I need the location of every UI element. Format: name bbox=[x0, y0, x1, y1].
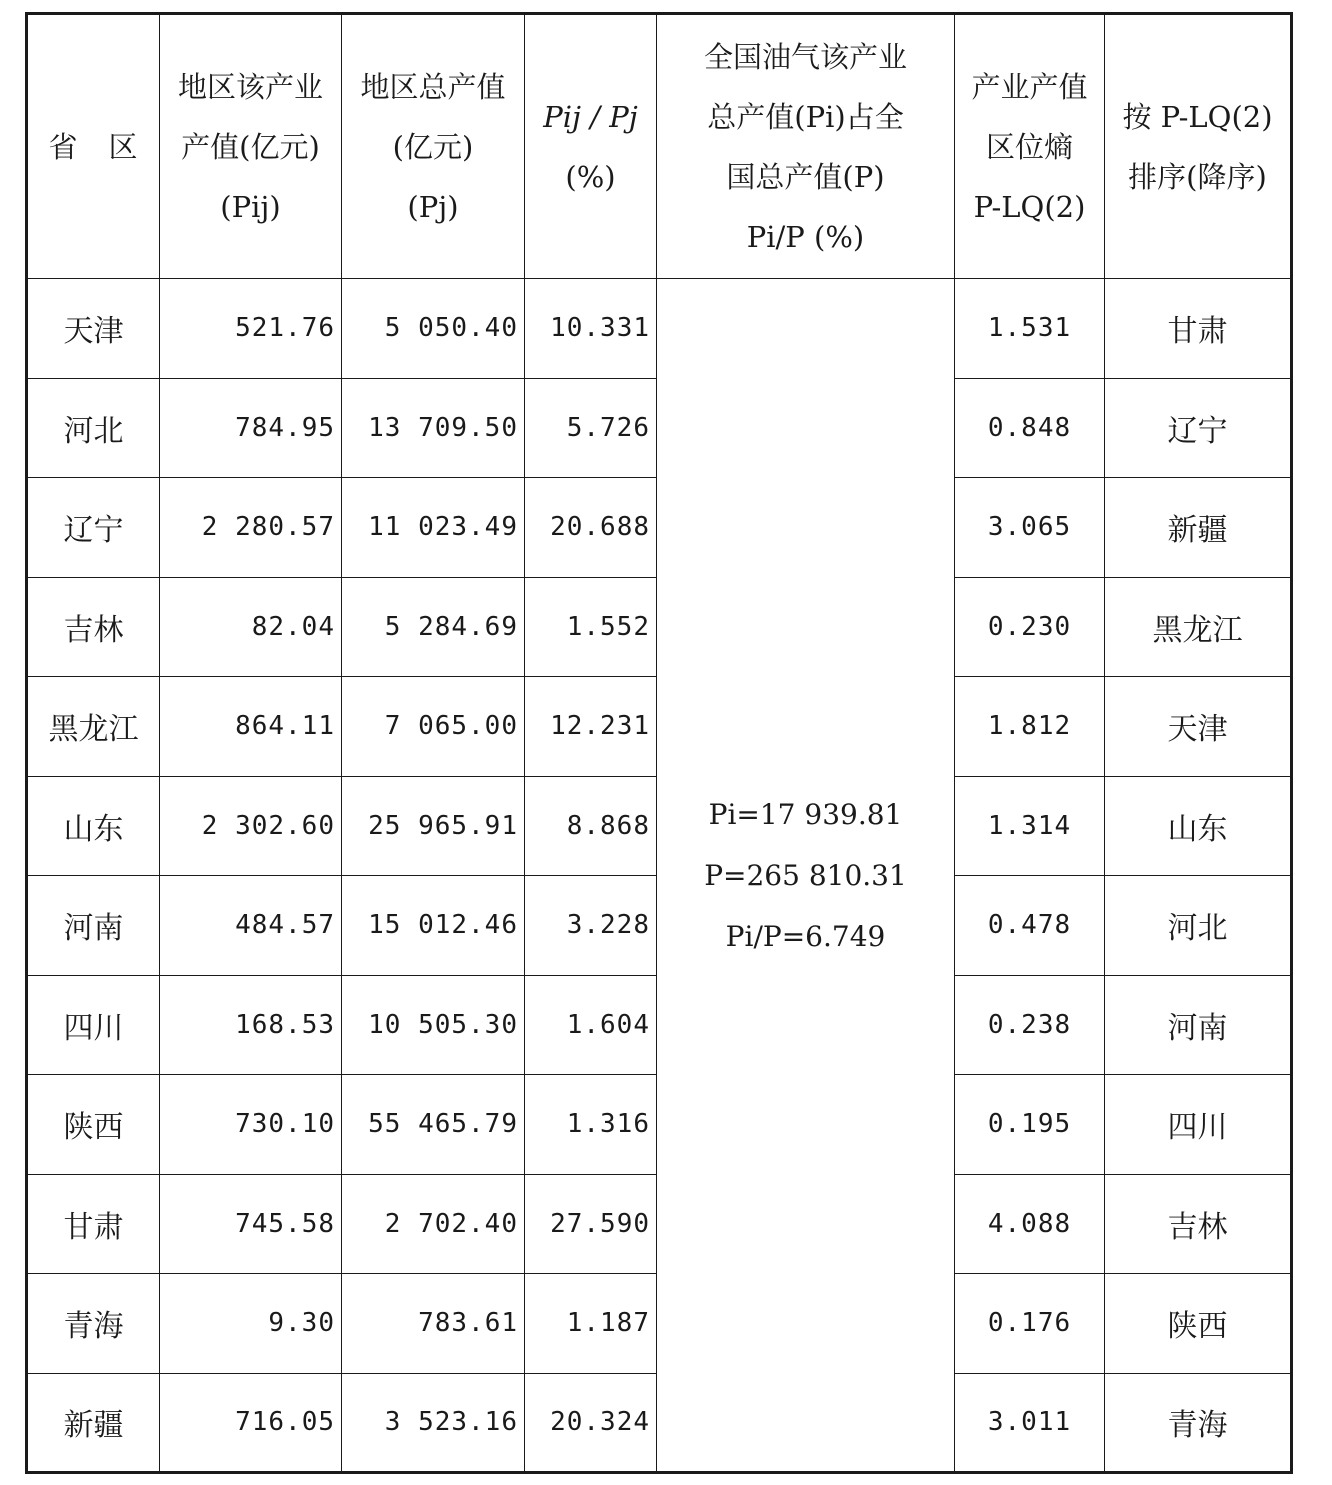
province-cell: 青海 bbox=[27, 1274, 160, 1374]
province-cell: 河南 bbox=[27, 876, 160, 976]
regional-output-cell: 2 280.57 bbox=[160, 478, 342, 578]
lq-cell: 0.176 bbox=[955, 1274, 1105, 1374]
header-lq: 产业产值 区位熵 P-LQ(2) bbox=[955, 14, 1105, 279]
regional-total-cell: 3 523.16 bbox=[342, 1373, 525, 1473]
regional-total-cell: 783.61 bbox=[342, 1274, 525, 1374]
regional-total-cell: 15 012.46 bbox=[342, 876, 525, 976]
province-cell: 天津 bbox=[27, 279, 160, 379]
rank-cell: 黑龙江 bbox=[1105, 577, 1292, 677]
regional-total-cell: 11 023.49 bbox=[342, 478, 525, 578]
rank-cell: 河南 bbox=[1105, 975, 1292, 1075]
regional-total-cell: 25 965.91 bbox=[342, 776, 525, 876]
province-cell: 四川 bbox=[27, 975, 160, 1075]
ratio-cell: 8.868 bbox=[525, 776, 657, 876]
rank-cell: 四川 bbox=[1105, 1075, 1292, 1175]
header-rank: 按 P-LQ(2) 排序(降序) bbox=[1105, 14, 1292, 279]
rank-cell: 青海 bbox=[1105, 1373, 1292, 1473]
province-cell: 陕西 bbox=[27, 1075, 160, 1175]
regional-output-cell: 82.04 bbox=[160, 577, 342, 677]
ratio-cell: 1.552 bbox=[525, 577, 657, 677]
rank-cell: 陕西 bbox=[1105, 1274, 1292, 1374]
ratio-cell: 20.324 bbox=[525, 1373, 657, 1473]
regional-output-cell: 484.57 bbox=[160, 876, 342, 976]
lq-cell: 4.088 bbox=[955, 1174, 1105, 1274]
header-province: 省 区 bbox=[27, 14, 160, 279]
lq-table bbox=[25, 12, 1293, 1474]
province-cell: 河北 bbox=[27, 378, 160, 478]
regional-output-cell: 9.30 bbox=[160, 1274, 342, 1374]
header-ratio: Pij / Pj (%) bbox=[525, 14, 657, 279]
lq-cell: 0.848 bbox=[955, 378, 1105, 478]
lq-cell: 3.011 bbox=[955, 1373, 1105, 1473]
regional-output-cell: 864.11 bbox=[160, 677, 342, 777]
regional-total-cell: 7 065.00 bbox=[342, 677, 525, 777]
lq-cell: 3.065 bbox=[955, 478, 1105, 578]
ratio-cell: 1.604 bbox=[525, 975, 657, 1075]
regional-output-cell: 784.95 bbox=[160, 378, 342, 478]
lq-cell: 0.195 bbox=[955, 1075, 1105, 1175]
lq-cell: 1.531 bbox=[955, 279, 1105, 379]
regional-total-cell: 55 465.79 bbox=[342, 1075, 525, 1175]
regional-output-cell: 2 302.60 bbox=[160, 776, 342, 876]
regional-output-cell: 168.53 bbox=[160, 975, 342, 1075]
regional-output-cell: 716.05 bbox=[160, 1373, 342, 1473]
regional-total-cell: 2 702.40 bbox=[342, 1174, 525, 1274]
regional-total-cell: 13 709.50 bbox=[342, 378, 525, 478]
national-value: Pi/P=6.749 bbox=[725, 919, 886, 953]
rank-cell: 甘肃 bbox=[1105, 279, 1292, 379]
regional-total-cell: 5 050.40 bbox=[342, 279, 525, 379]
province-cell: 甘肃 bbox=[27, 1174, 160, 1274]
rank-cell: 辽宁 bbox=[1105, 378, 1292, 478]
rank-cell: 河北 bbox=[1105, 876, 1292, 976]
province-cell: 山东 bbox=[27, 776, 160, 876]
national-value: P=265 810.31 bbox=[704, 858, 907, 892]
header-regional-output: 地区该产业 产值(亿元) (Pij) bbox=[160, 14, 342, 279]
lq-cell: 0.478 bbox=[955, 876, 1105, 976]
lq-cell: 1.314 bbox=[955, 776, 1105, 876]
lq-cell: 0.230 bbox=[955, 577, 1105, 677]
regional-output-cell: 745.58 bbox=[160, 1174, 342, 1274]
national-value: Pi=17 939.81 bbox=[708, 797, 903, 831]
province-cell: 新疆 bbox=[27, 1373, 160, 1473]
lq-cell: 0.238 bbox=[955, 975, 1105, 1075]
header-regional-total: 地区总产值 (亿元) (Pj) bbox=[342, 14, 525, 279]
lq-cell: 1.812 bbox=[955, 677, 1105, 777]
rank-cell: 天津 bbox=[1105, 677, 1292, 777]
ratio-cell: 1.316 bbox=[525, 1075, 657, 1175]
province-cell: 吉林 bbox=[27, 577, 160, 677]
rank-cell: 山东 bbox=[1105, 776, 1292, 876]
header-national-share: 全国油气该产业 总产值(Pi)占全 国总产值(P) Pi/P (%) bbox=[657, 14, 955, 279]
regional-total-cell: 10 505.30 bbox=[342, 975, 525, 1075]
rank-cell: 吉林 bbox=[1105, 1174, 1292, 1274]
table-body bbox=[27, 279, 1292, 1473]
national-share-cell bbox=[657, 279, 955, 1473]
table-row bbox=[27, 279, 1292, 379]
ratio-cell: 5.726 bbox=[525, 378, 657, 478]
ratio-cell: 12.231 bbox=[525, 677, 657, 777]
province-cell: 黑龙江 bbox=[27, 677, 160, 777]
ratio-cell: 10.331 bbox=[525, 279, 657, 379]
ratio-cell: 20.688 bbox=[525, 478, 657, 578]
ratio-cell: 1.187 bbox=[525, 1274, 657, 1374]
ratio-cell: 3.228 bbox=[525, 876, 657, 976]
regional-output-cell: 521.76 bbox=[160, 279, 342, 379]
province-cell: 辽宁 bbox=[27, 478, 160, 578]
regional-total-cell: 5 284.69 bbox=[342, 577, 525, 677]
rank-cell: 新疆 bbox=[1105, 478, 1292, 578]
regional-output-cell: 730.10 bbox=[160, 1075, 342, 1175]
ratio-cell: 27.590 bbox=[525, 1174, 657, 1274]
